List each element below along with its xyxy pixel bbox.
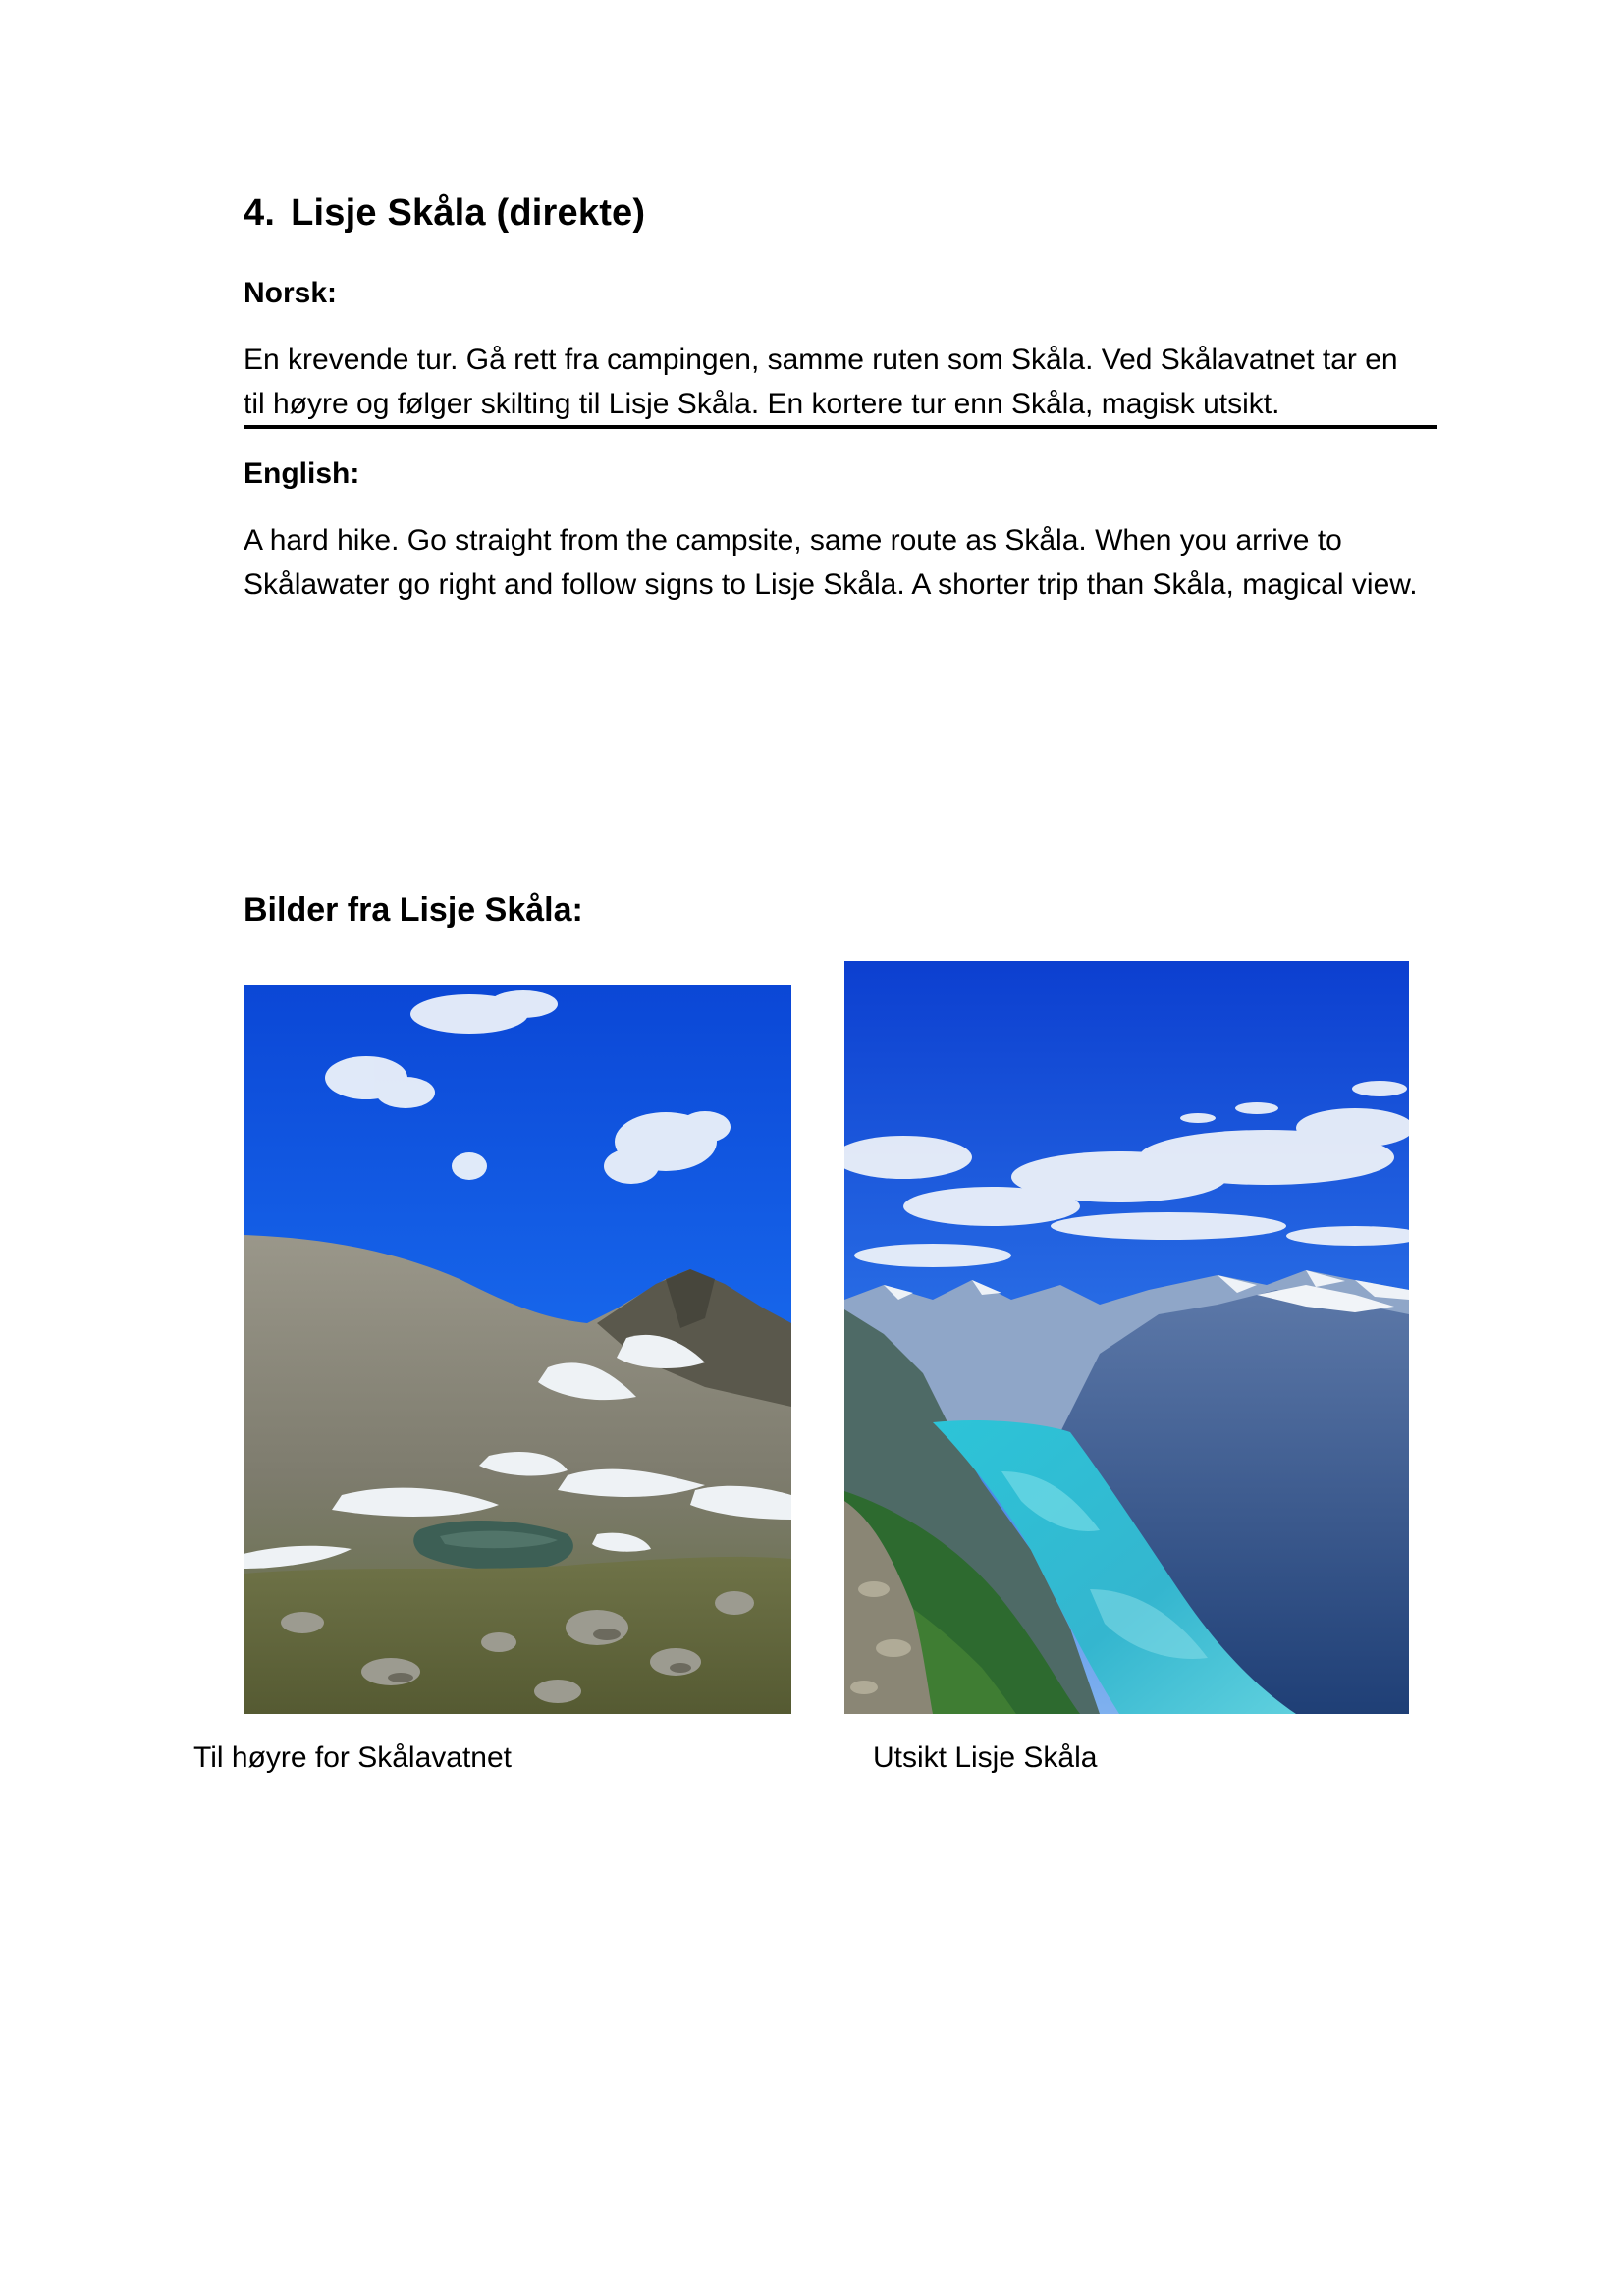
section-heading	[244, 192, 645, 235]
photo-mountain-lake	[244, 985, 791, 1714]
photo-1-caption: Til høyre for Skålavatnet	[193, 1741, 513, 1774]
separator-line	[244, 425, 1437, 429]
mountain-lake-image	[244, 985, 791, 1714]
norsk-label: Norsk:	[244, 277, 338, 309]
photo-2-caption: Utsikt Lisje Skåla	[873, 1741, 1098, 1774]
photo-fjord-view	[844, 961, 1409, 1714]
section-title: Lisje Skåla (direkte)	[291, 192, 646, 234]
norsk-line-2: til høyre og følger skilting til Lisje Skåla. En kortere tur enn Skåla, magisk utsikt.	[244, 388, 1280, 420]
fjord-view-image	[844, 961, 1409, 1714]
section-number: 4.	[244, 192, 276, 234]
norsk-paragraph	[244, 338, 1441, 426]
gallery-heading: Bilder fra Lisje Skåla:	[244, 891, 583, 929]
english-line-1: A hard hike. Go straight from the campsite, same route as Skåla. When you arrive to	[244, 524, 1342, 557]
norsk-line-1: En krevende tur. Gå rett fra campingen, samme ruten som Skåla. Ved Skålavatnet tar en	[244, 344, 1398, 376]
english-line-2: Skålawater go right and follow signs to Lisje Skåla. A shorter trip than Skåla, magical view.	[244, 568, 1418, 601]
english-paragraph	[244, 518, 1441, 607]
english-label: English:	[244, 457, 360, 490]
